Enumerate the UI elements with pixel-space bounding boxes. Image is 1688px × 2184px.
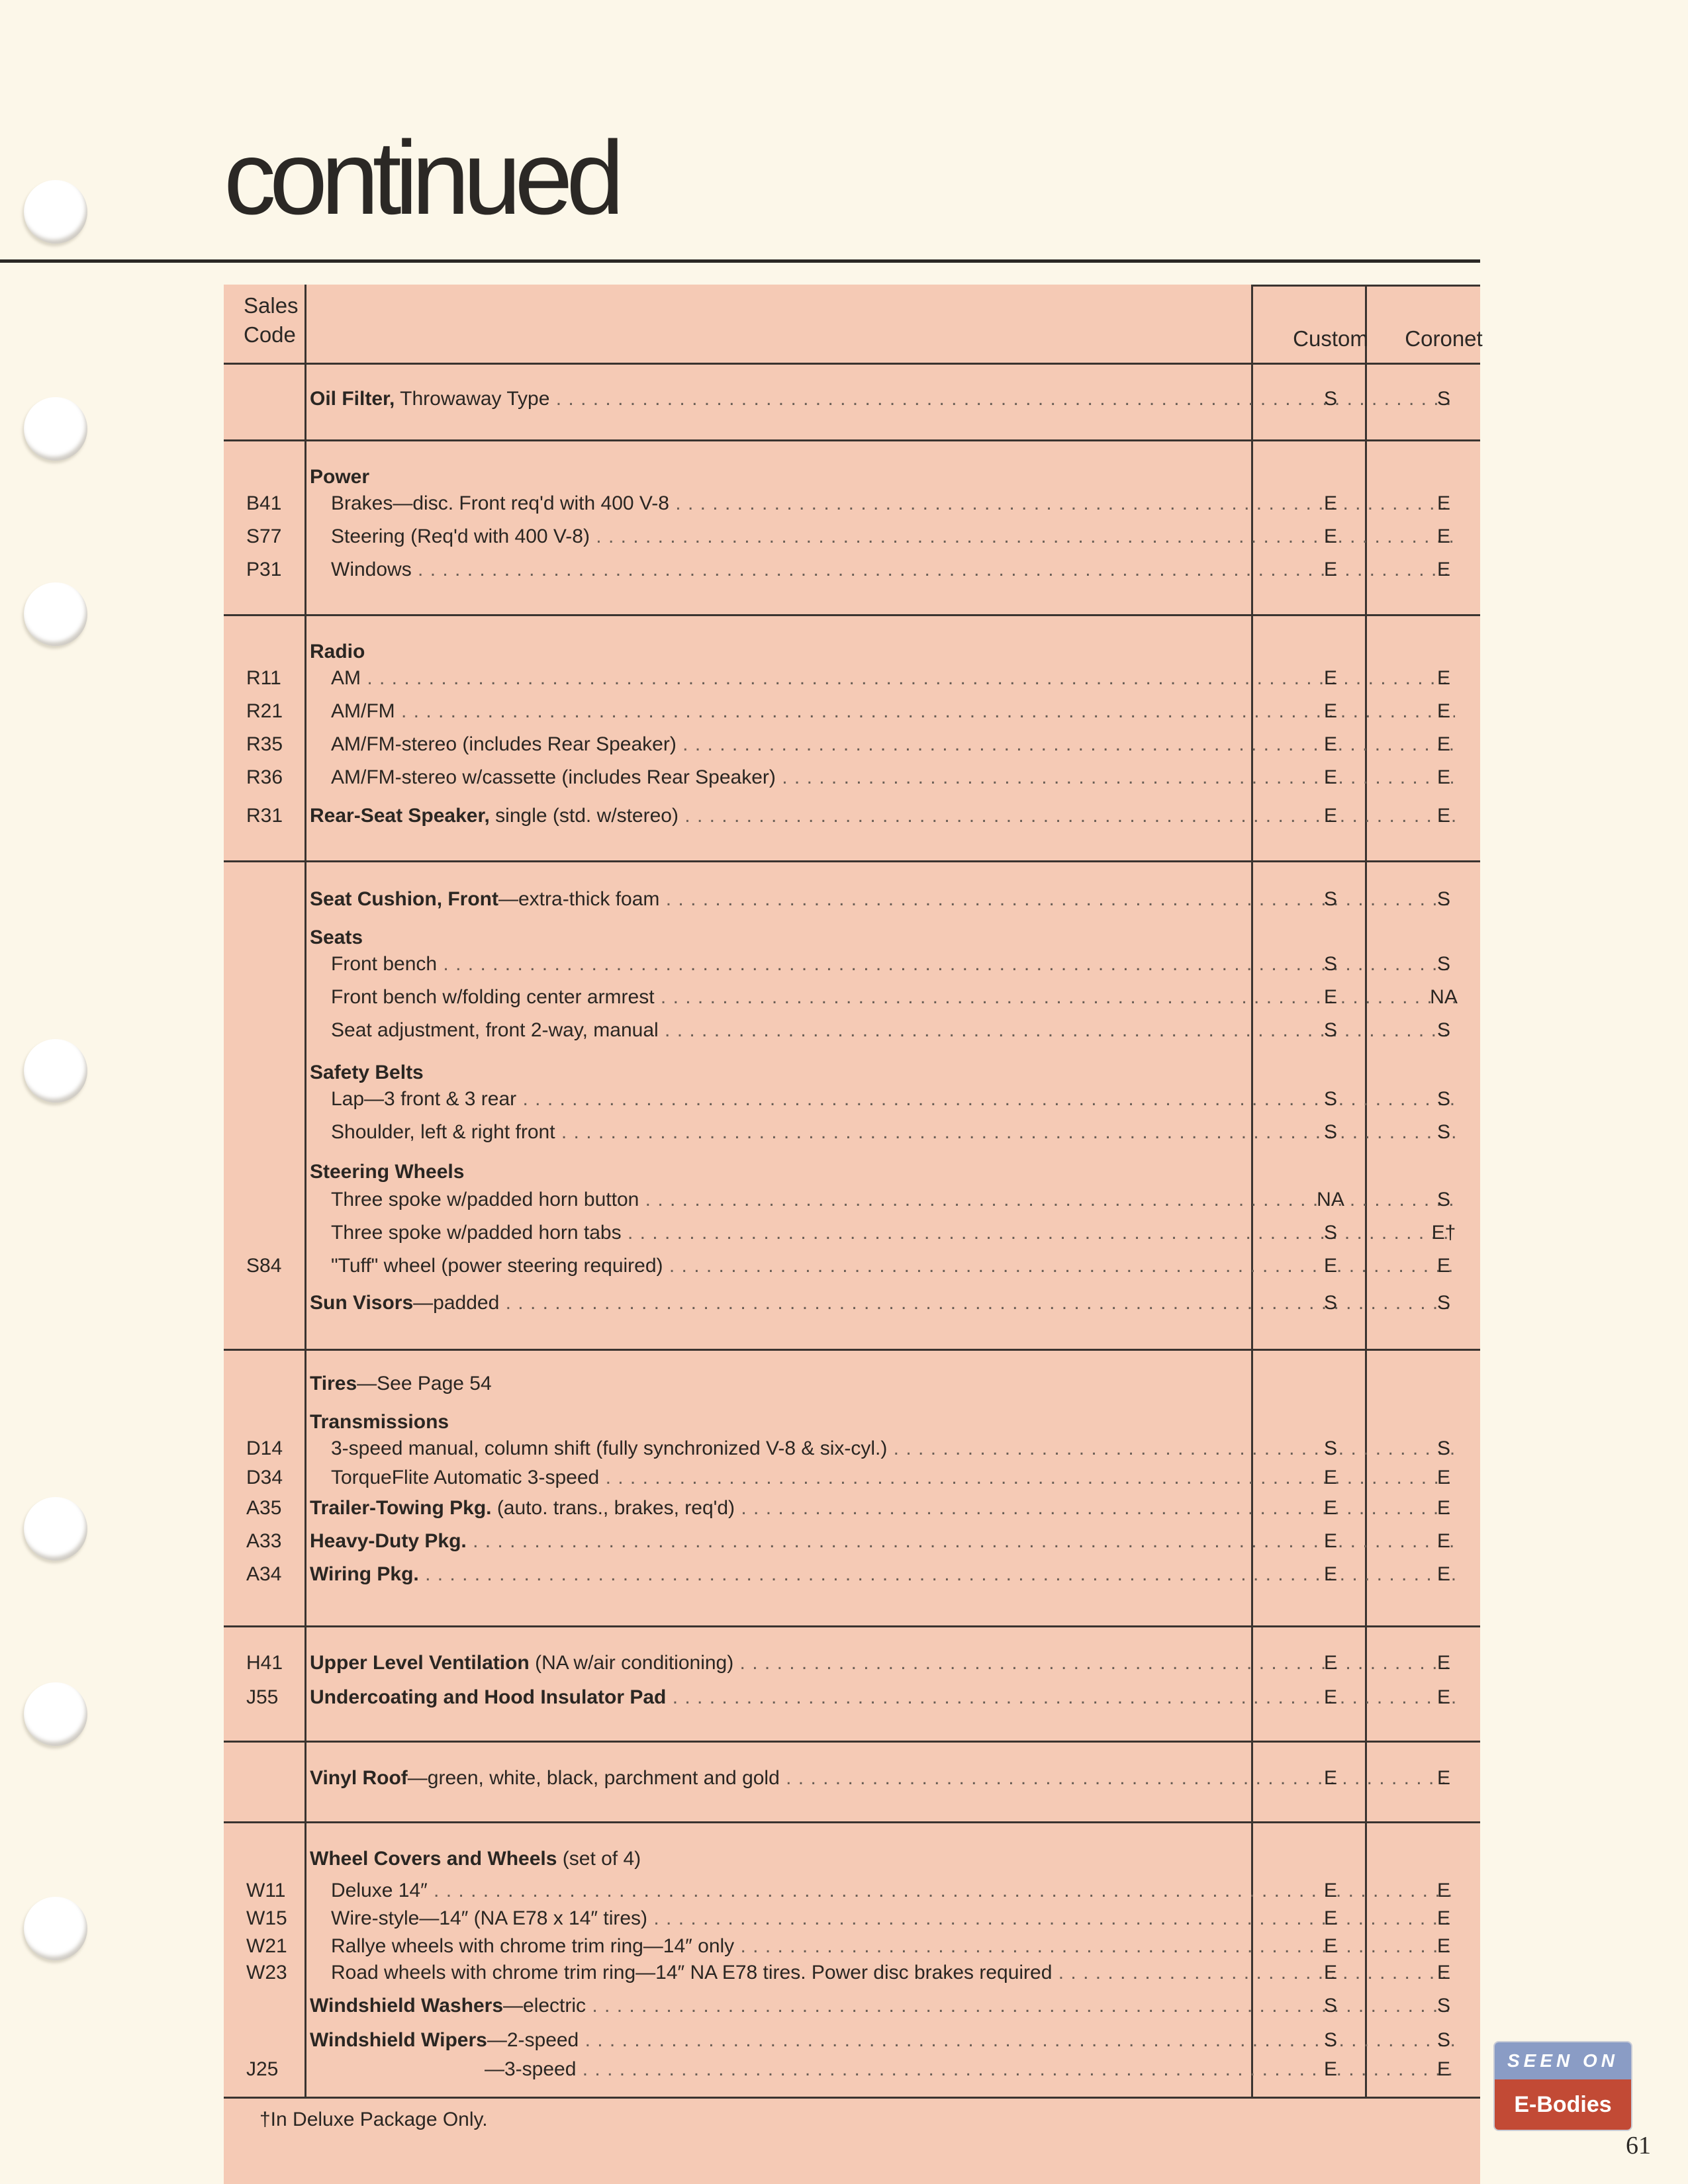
item-detail: —padded: [413, 1292, 500, 1314]
sales-code: R35: [246, 733, 283, 755]
sales-code: S77: [246, 525, 282, 547]
coronet-availability: E: [1436, 492, 1450, 514]
item-heading: Upper Level Ventilation: [310, 1652, 530, 1674]
header-coronet: Coronet: [1405, 326, 1483, 351]
table-row: [224, 950, 1480, 983]
coronet-availability: S: [1436, 1292, 1450, 1314]
custom-availability: E: [1323, 1686, 1337, 1708]
item-detail: Road wheels with chrome trim ring—14″ NA E78 tires. Power disc brakes required: [331, 1962, 1053, 1983]
table-row: [224, 1845, 1480, 1878]
item-heading: Transmissions: [310, 1411, 449, 1433]
item-detail: Steering (Req'd with 400 V-8): [331, 525, 590, 547]
section-rule: [224, 363, 1480, 365]
coronet-availability: E: [1436, 1563, 1450, 1585]
item-detail: (auto. trans., brakes, req'd): [491, 1497, 735, 1519]
coronet-availability: E: [1436, 1962, 1450, 1983]
item-detail: "Tuff" wheel (power steering required): [331, 1255, 663, 1277]
custom-availability: S: [1323, 1995, 1337, 2017]
table-row: [224, 764, 1480, 797]
item-heading: Safety Belts: [310, 1062, 424, 1083]
item-detail: Three spoke w/padded horn tabs: [331, 1222, 622, 1244]
item-detail: Brakes—disc. Front req'd with 400 V-8: [331, 492, 669, 514]
sales-code: W11: [246, 1880, 286, 1901]
binder-hole: [24, 180, 87, 244]
coronet-availability: E: [1436, 2058, 1450, 2080]
custom-availability: E: [1323, 766, 1337, 788]
custom-availability: E: [1323, 1880, 1337, 1901]
custom-availability: E: [1323, 492, 1337, 514]
custom-availability: E: [1323, 986, 1337, 1008]
custom-availability: E: [1323, 1467, 1337, 1488]
sales-code: W21: [246, 1935, 287, 1957]
section-rule: [224, 860, 1480, 862]
custom-availability: S: [1323, 888, 1337, 910]
item-detail: TorqueFlite Automatic 3-speed: [331, 1467, 600, 1488]
coronet-availability: E: [1436, 1907, 1450, 1929]
seen-on-e-bodies-logo: [1493, 2041, 1632, 2131]
table-row: [224, 731, 1480, 764]
item-heading: Wiring Pkg.: [310, 1563, 419, 1585]
table-row: [224, 1289, 1480, 1322]
sales-code: D14: [246, 1437, 283, 1459]
coronet-availability: E†: [1431, 1222, 1456, 1244]
section-rule: [224, 439, 1480, 441]
table-row: [224, 698, 1480, 731]
table-row: [224, 886, 1480, 919]
custom-availability: E: [1323, 667, 1337, 689]
custom-availability: NA: [1317, 1189, 1344, 1210]
coronet-availability: E: [1436, 1767, 1450, 1789]
custom-availability: S: [1323, 1121, 1337, 1143]
section-rule: [224, 1625, 1480, 1627]
coronet-availability: E: [1436, 766, 1450, 788]
item-detail: (set of 4): [557, 1848, 641, 1870]
item-heading: Steering Wheels: [310, 1161, 465, 1183]
table-row: [224, 1435, 1480, 1468]
table-row: [224, 385, 1480, 418]
sales-code: A35: [246, 1497, 282, 1519]
coronet-availability: E: [1436, 1880, 1450, 1901]
sales-code: J25: [246, 2058, 279, 2080]
custom-availability: E: [1323, 1563, 1337, 1585]
item-detail: 3-speed manual, column shift (fully synchronized V-8 & six-cyl.): [331, 1437, 888, 1459]
item-detail: Seat adjustment, front 2-way, manual: [331, 1019, 659, 1041]
coronet-availability: E: [1436, 1686, 1450, 1708]
header-sales-code: Sales Code: [244, 293, 299, 347]
custom-availability: E: [1323, 559, 1337, 580]
coronet-availability: E: [1436, 1530, 1450, 1552]
item-description: [310, 1411, 1455, 1433]
item-detail: single (std. w/stereo): [489, 805, 679, 827]
coronet-availability: E: [1436, 1652, 1450, 1674]
item-detail: Lap—3 front & 3 rear: [331, 1088, 517, 1110]
sales-code: H41: [246, 1652, 283, 1674]
options-table: [224, 285, 1483, 2184]
item-detail: Shoulder, left & right front: [331, 1121, 555, 1143]
item-detail: Wire-style—14″ (NA E78 x 14″ tires): [331, 1907, 648, 1929]
coronet-availability: S: [1436, 1088, 1450, 1110]
item-detail: —3-speed: [485, 2058, 577, 2080]
custom-availability: E: [1323, 525, 1337, 547]
table-row: [224, 1186, 1480, 1219]
sales-code: R11: [246, 667, 281, 689]
table-top-rule: [1251, 285, 1480, 287]
item-heading: Rear-Seat Speaker,: [310, 805, 490, 827]
item-detail: —green, white, black, parchment and gold: [407, 1767, 780, 1789]
sales-code: S84: [246, 1255, 282, 1277]
table-row: [224, 983, 1480, 1017]
item-detail: Windows: [331, 559, 412, 580]
item-detail: AM: [331, 667, 361, 689]
custom-availability: S: [1323, 1437, 1337, 1459]
table-row: [224, 1649, 1480, 1682]
section-rule: [224, 2097, 1480, 2099]
item-heading: Vinyl Roof: [310, 1767, 408, 1789]
table-row: [224, 1527, 1480, 1561]
badge-bottom: E-Bodies: [1495, 2079, 1631, 2130]
custom-availability: E: [1323, 1935, 1337, 1957]
custom-availability: E: [1323, 805, 1337, 827]
item-heading: Wheel Covers and Wheels: [310, 1848, 557, 1870]
item-detail: Three spoke w/padded horn button: [331, 1189, 639, 1210]
coronet-availability: E: [1436, 667, 1450, 689]
item-detail: AM/FM-stereo w/cassette (includes Rear Speaker): [331, 766, 776, 788]
item-heading: Trailer-Towing Pkg.: [310, 1497, 492, 1519]
item-heading: Power: [310, 466, 370, 488]
item-heading: Windshield Wipers: [310, 2029, 487, 2051]
item-detail: Deluxe 14″: [331, 1880, 428, 1901]
table-row: [224, 1992, 1480, 2025]
item-heading: Sun Visors: [310, 1292, 414, 1314]
sales-code: W15: [246, 1907, 287, 1929]
coronet-availability: E: [1436, 1497, 1450, 1519]
item-heading: Seats: [310, 927, 363, 948]
item-heading: Windshield Washers: [310, 1995, 504, 2017]
sales-code: R21: [246, 700, 283, 722]
page-title: continued: [224, 120, 618, 236]
binder-hole: [24, 1897, 87, 1960]
custom-availability: E: [1323, 700, 1337, 722]
table-row: [224, 2056, 1480, 2089]
custom-availability: S: [1323, 1019, 1337, 1041]
table-row: [224, 1219, 1480, 1252]
sales-code: A34: [246, 1563, 282, 1585]
coronet-availability: E: [1436, 525, 1450, 547]
custom-availability: S: [1323, 2029, 1337, 2051]
item-detail: —2-speed: [487, 2029, 579, 2051]
table-row: [224, 1494, 1480, 1527]
custom-availability: E: [1323, 2058, 1337, 2080]
item-detail: Rallye wheels with chrome trim ring—14″ only: [331, 1935, 735, 1957]
custom-availability: S: [1323, 1222, 1337, 1244]
table-row: [224, 490, 1480, 523]
sales-code: B41: [246, 492, 282, 514]
header-custom: Custom: [1293, 326, 1368, 351]
custom-availability: S: [1323, 1292, 1337, 1314]
coronet-availability: S: [1436, 953, 1450, 975]
item-heading: Heavy-Duty Pkg.: [310, 1530, 467, 1552]
custom-availability: S: [1323, 953, 1337, 975]
item-detail: —See Page 54: [357, 1373, 492, 1394]
custom-availability: S: [1323, 388, 1337, 410]
table-row: [224, 1464, 1480, 1497]
coronet-availability: E: [1436, 700, 1450, 722]
custom-availability: E: [1323, 1907, 1337, 1929]
sales-code: A33: [246, 1530, 282, 1552]
custom-availability: E: [1323, 1497, 1337, 1519]
custom-availability: E: [1323, 1652, 1337, 1674]
item-heading: Undercoating and Hood Insulator Pad: [310, 1686, 667, 1708]
item-heading: Tires: [310, 1373, 357, 1394]
item-detail: (NA w/air conditioning): [529, 1652, 734, 1674]
coronet-availability: E: [1436, 559, 1450, 580]
table-row: [224, 1017, 1480, 1050]
table-row: [224, 1370, 1480, 1403]
badge-top: SEEN ON: [1495, 2042, 1631, 2079]
coronet-availability: S: [1436, 2029, 1450, 2051]
custom-availability: E: [1323, 1767, 1337, 1789]
coronet-availability: E: [1436, 1255, 1450, 1277]
table-row: [224, 1118, 1480, 1152]
sales-code: R31: [246, 805, 283, 827]
binder-hole: [24, 397, 87, 461]
custom-availability: E: [1323, 1962, 1337, 1983]
table-row: [224, 664, 1480, 698]
item-description: [310, 1848, 1455, 1870]
item-detail: AM/FM: [331, 700, 395, 722]
table-row: [224, 2026, 1480, 2060]
table-row: [224, 1764, 1480, 1797]
coronet-availability: S: [1436, 888, 1450, 910]
item-detail: AM/FM-stereo (includes Rear Speaker): [331, 733, 677, 755]
coronet-availability: E: [1436, 805, 1450, 827]
item-detail: Throwaway Type: [395, 388, 550, 410]
sales-code: D34: [246, 1467, 283, 1488]
coronet-availability: S: [1436, 388, 1450, 410]
item-heading: Radio: [310, 641, 365, 662]
coronet-availability: S: [1436, 1995, 1450, 2017]
sales-code: J55: [246, 1686, 279, 1708]
page-number: 61: [1626, 2132, 1651, 2160]
custom-availability: E: [1323, 733, 1337, 755]
sales-code: R36: [246, 766, 283, 788]
binder-hole: [24, 582, 87, 646]
item-detail: Front bench: [331, 953, 438, 975]
section-rule: [224, 1821, 1480, 1823]
item-description: [310, 927, 1455, 949]
item-description: [310, 466, 1455, 488]
custom-availability: S: [1323, 1088, 1337, 1110]
coronet-availability: S: [1436, 1437, 1450, 1459]
coronet-availability: S: [1436, 1121, 1450, 1143]
section-rule: [224, 1741, 1480, 1743]
table-row: [224, 802, 1480, 835]
table-row: [224, 1959, 1480, 1992]
footnote: †In Deluxe Package Only.: [259, 2109, 488, 2130]
coronet-availability: S: [1436, 1189, 1450, 1210]
item-description: [310, 1161, 1455, 1183]
item-detail: Front bench w/folding center armrest: [331, 986, 655, 1008]
section-rule: [224, 614, 1480, 616]
table-row: [224, 1252, 1480, 1285]
item-detail: —extra-thick foam: [498, 888, 660, 910]
table-row: [224, 1684, 1480, 1717]
binder-hole: [24, 1497, 87, 1561]
item-heading: Oil Filter,: [310, 388, 395, 410]
custom-availability: E: [1323, 1255, 1337, 1277]
coronet-availability: E: [1436, 1467, 1450, 1488]
sales-code: W23: [246, 1962, 287, 1983]
table-row: [224, 1085, 1480, 1118]
table-row: [224, 1561, 1480, 1594]
coronet-availability: E: [1436, 733, 1450, 755]
table-row: [224, 556, 1480, 589]
binder-hole: [24, 1682, 87, 1746]
item-description: [310, 641, 1455, 663]
item-heading: Seat Cushion, Front: [310, 888, 498, 910]
coronet-availability: E: [1436, 1935, 1450, 1957]
item-description: [310, 1062, 1455, 1084]
item-detail: —electric: [503, 1995, 586, 2017]
title-rule: [0, 259, 1480, 263]
item-description: [310, 1373, 1455, 1395]
binder-hole: [24, 1039, 87, 1103]
table-row: [224, 523, 1480, 556]
sales-code: P31: [246, 559, 282, 580]
coronet-availability: NA: [1430, 986, 1458, 1008]
section-rule: [224, 1349, 1480, 1351]
custom-availability: E: [1323, 1530, 1337, 1552]
coronet-availability: S: [1436, 1019, 1450, 1041]
